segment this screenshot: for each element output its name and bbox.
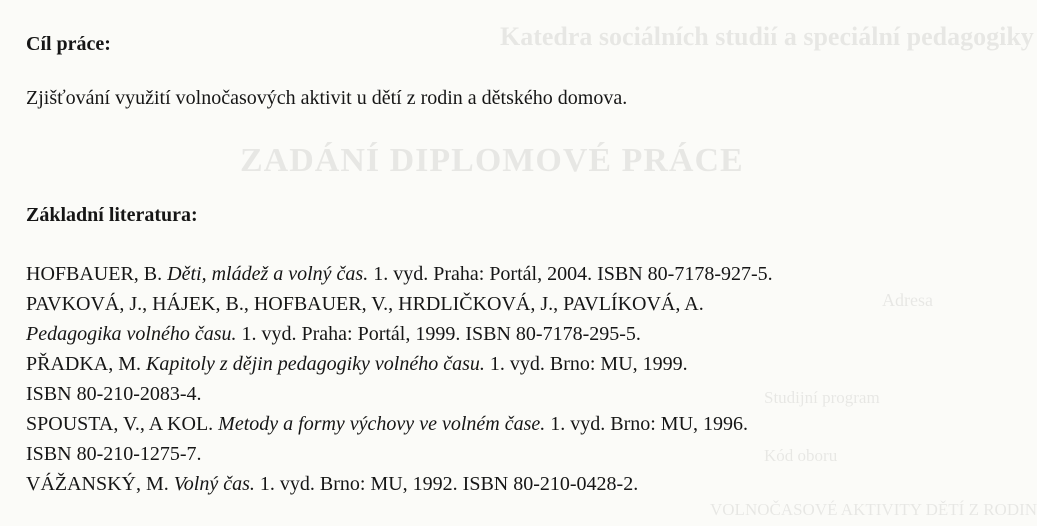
- goal-heading: Cíl práce:: [26, 33, 111, 55]
- literature-line: SPOUSTA, V., A KOL. Metody a formy výchovy ve volném čase. 1. vyd. Brno: MU, 1996.: [26, 413, 749, 435]
- literature-line: ISBN 80-210-1275-7.: [26, 443, 202, 465]
- bleed-through-title: ZADÁNÍ DIPLOMOVÉ PRÁCE: [240, 142, 744, 179]
- literature-line: Pedagogika volného času. 1. vyd. Praha: Portál, 1999. ISBN 80-7178-295-5.: [26, 323, 641, 345]
- literature-line: PŘADKA, M. Kapitoly z dějin pedagogiky volného času. 1. vyd. Brno: MU, 1999.: [26, 353, 688, 375]
- literature-line: PAVKOVÁ, J., HÁJEK, B., HOFBAUER, V., HRDLIČKOVÁ, J., PAVLÍKOVÁ, A.: [26, 293, 704, 315]
- bleed-through-program: Studijní program: [764, 388, 880, 407]
- literature-list: [26, 259, 773, 499]
- literature-line: ISBN 80-210-2083-4.: [26, 383, 202, 405]
- bleed-through-topic: VOLNOČASOVÉ AKTIVITY DĚTÍ Z RODIN: [710, 500, 1037, 519]
- goal-text: Zjišťování využití volnočasových aktivit u dětí z rodin a dětského domova.: [26, 87, 628, 109]
- bleed-through-address: Adresa: [882, 290, 933, 310]
- bleed-through-department: Katedra sociálních studií a speciální pedagogiky: [500, 22, 1034, 51]
- literature-line: HOFBAUER, B. Děti, mládež a volný čas. 1. vyd. Praha: Portál, 2004. ISBN 80-7178-927-5.: [26, 263, 773, 285]
- bleed-through-code: Kód oboru: [764, 446, 838, 465]
- literature-heading: Základní literatura:: [26, 204, 198, 226]
- literature-line: VÁŽANSKÝ, M. Volný čas. 1. vyd. Brno: MU, 1992. ISBN 80-210-0428-2.: [26, 473, 639, 495]
